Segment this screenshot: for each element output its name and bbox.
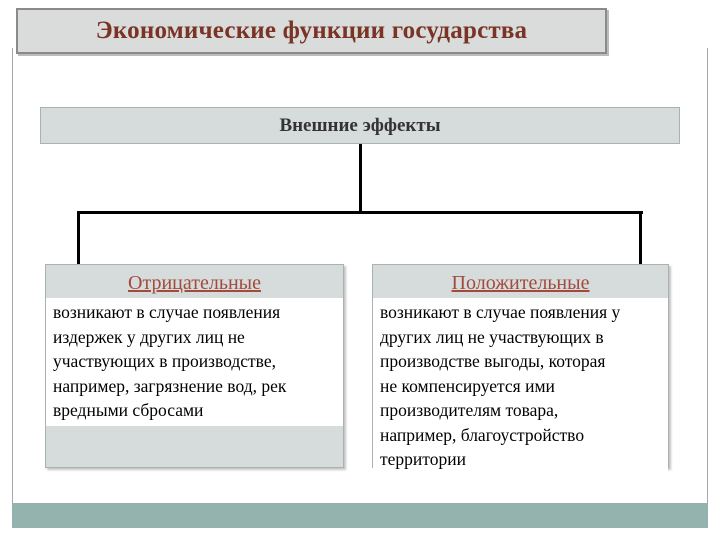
- description-line: территории: [380, 449, 466, 469]
- description-line: издержек у других лиц не: [53, 326, 245, 347]
- positive-effects-card: [372, 264, 669, 468]
- description-line: например, благоустройство: [380, 424, 585, 445]
- page-title-text: Экономические функции государства: [95, 17, 528, 44]
- connector-root-stem: [359, 144, 362, 213]
- description-line: возникают в случае появления у: [380, 302, 621, 322]
- positive-effects-heading: Положительные: [451, 272, 590, 294]
- description-line: вредными сбросами: [53, 400, 204, 420]
- frame-left-border: [12, 48, 13, 508]
- description-line: производстве выгоды, которая: [380, 351, 606, 371]
- root-node-label: Внешние эффекты: [279, 114, 441, 136]
- description-line: возникают в случае появления: [53, 302, 281, 322]
- root-node: [40, 107, 680, 144]
- description-line: например, загрязнение вод, рек: [53, 375, 287, 396]
- negative-effects-heading: Отрицательные: [128, 272, 261, 294]
- positive-effects-description: [373, 298, 668, 475]
- negative-effects-description: [46, 298, 343, 426]
- negative-effects-card: [45, 264, 344, 468]
- description-line: не компенсируется ими: [380, 375, 555, 396]
- footer-bar: [12, 503, 708, 528]
- connector-right-drop: [639, 211, 642, 264]
- description-line: производителям товара,: [380, 400, 559, 420]
- page-title: [16, 8, 607, 54]
- description-line: других лиц не участвующих в: [380, 326, 604, 347]
- description-line: участвующих в производстве,: [53, 351, 276, 371]
- connector-left-drop: [77, 211, 80, 264]
- frame-right-border: [707, 48, 708, 508]
- connector-horizontal: [78, 211, 643, 214]
